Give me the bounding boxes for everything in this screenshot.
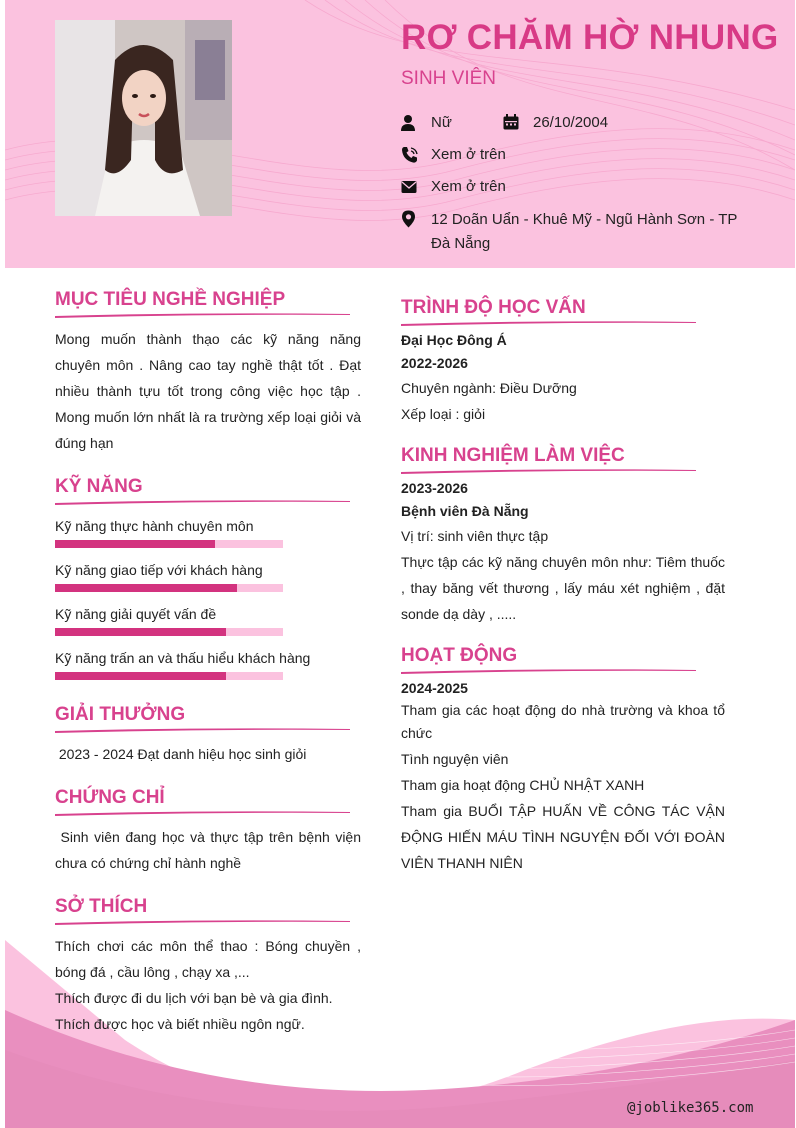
hobbies-underline [55,919,350,925]
map-pin-icon [401,210,419,228]
education-school: Đại Học Đông Á [401,332,507,348]
hobby-item: Thích được đi du lịch với bạn bè và gia đình. [55,990,333,1006]
skills-underline [55,499,350,505]
header-banner [5,0,795,268]
phone-value: Xem ở trên [431,146,506,163]
phone-icon [401,146,419,164]
education-underline [401,320,696,326]
skill-bar-track [55,540,283,548]
skill-bar-track [55,628,283,636]
skill-label: Kỹ năng trấn an và thấu hiểu khách hàng [55,650,311,666]
calendar-icon [503,114,521,132]
awards-underline [55,727,350,733]
candidate-name: RƠ CHĂM HỜ NHUNG [401,18,779,57]
awards-text: 2023 - 2024 Đạt danh hiệu học sinh giỏi [55,746,307,762]
skill-bar-track [55,584,283,592]
skill-bar-fill [55,672,226,680]
education-grade: Xếp loại : giỏi [401,406,486,422]
education-major: Chuyên ngành: Điều Dưỡng [401,380,577,396]
experience-company: Bệnh viên Đà Nẵng [401,503,529,519]
experience-underline [401,468,696,474]
hobby-item: Thích được học và biết nhiều ngôn ngữ. [55,1016,305,1032]
phone-info [401,146,701,166]
skill-bar-track [55,672,283,680]
site-watermark: @joblike365.com [627,1100,754,1116]
experience-description: Thực tập các kỹ năng chuyên môn như: Tiêm thuốc , thay băng vết thương , lấy máu xét nghiệm , đặt sonde dạ dày , ..... [401,554,725,622]
certificates-text: Sinh viên đang học và thực tập trên bệnh viện chưa có chứng chỉ hành nghề [55,829,365,871]
activities-period: 2024-2025 [401,680,468,696]
skill-label: Kỹ năng giải quyết vấn đề [55,606,217,622]
experience-period: 2023-2026 [401,480,468,496]
objective-underline [55,312,350,318]
skill-bar-fill [55,584,237,592]
skill-bar-fill [55,540,215,548]
candidate-role: SINH VIÊN [401,68,497,89]
envelope-icon [401,178,419,196]
skills-title: KỸ NĂNG [55,476,143,497]
email-info [401,178,701,198]
hobbies-title: SỞ THÍCH [55,896,148,917]
objective-title: MỤC TIÊU NGHỀ NGHIỆP [55,289,286,310]
hobbies-list [55,933,361,1037]
certificates-title: CHỨNG CHỈ [55,787,165,808]
gender-info [401,114,511,134]
activity-item: Tham gia các hoạt động do nhà trường và khoa tổ chức [401,702,725,741]
birthdate-value: 26/10/2004 [533,114,609,131]
address-info [401,210,761,258]
email-value: Xem ở trên [431,178,506,195]
skill-label: Kỹ năng giao tiếp với khách hàng [55,562,263,578]
objective-text: Mong muốn thành thạo các kỹ năng năng chuyên môn . Nâng cao tay nghề thật tốt . Đạt nhiều thành tựu tốt trong công việc học tập . Mong muốn lớn nhất là ra trường xếp loại giỏi và đúng hạn [55,331,361,451]
activities-title: HOẠT ĐỘNG [401,645,518,666]
profile-photo [55,20,232,216]
skill-bar-fill [55,628,226,636]
activity-item: Tình nguyện viên [401,751,509,767]
certificates-underline [55,810,350,816]
education-period: 2022-2026 [401,355,468,371]
gender-value: Nữ [431,114,452,131]
skill-label: Kỹ năng thực hành chuyên môn [55,518,254,534]
address-line-2: Đà Nẵng [431,235,491,252]
cv-page [5,0,795,1128]
birthdate-info [503,114,703,134]
awards-title: GIẢI THƯỞNG [55,704,186,725]
user-icon [401,114,419,132]
activities-underline [401,668,696,674]
education-title: TRÌNH ĐỘ HỌC VẤN [401,297,586,318]
activity-item: Tham gia BUỔI TẬP HUẤN VỀ CÔNG TÁC VẬN ĐỘNG HIẾN MÁU TÌNH NGUYỆN ĐỐI VỚI ĐOÀN VIÊN THANH NIÊN [401,803,725,871]
address-line-1: 12 Doãn Uẩn - Khuê Mỹ - Ngũ Hành Sơn - TP [431,211,738,228]
experience-position: Vị trí: sinh viên thực tập [401,528,549,544]
hobby-item: Thích chơi các môn thể thao : Bóng chuyền , bóng đá , cầu lông , chạy xa ,... [55,938,361,980]
experience-title: KINH NGHIỆM LÀM VIỆC [401,445,625,466]
activity-item: Tham gia hoạt động CHỦ NHẬT XANH [401,777,645,793]
